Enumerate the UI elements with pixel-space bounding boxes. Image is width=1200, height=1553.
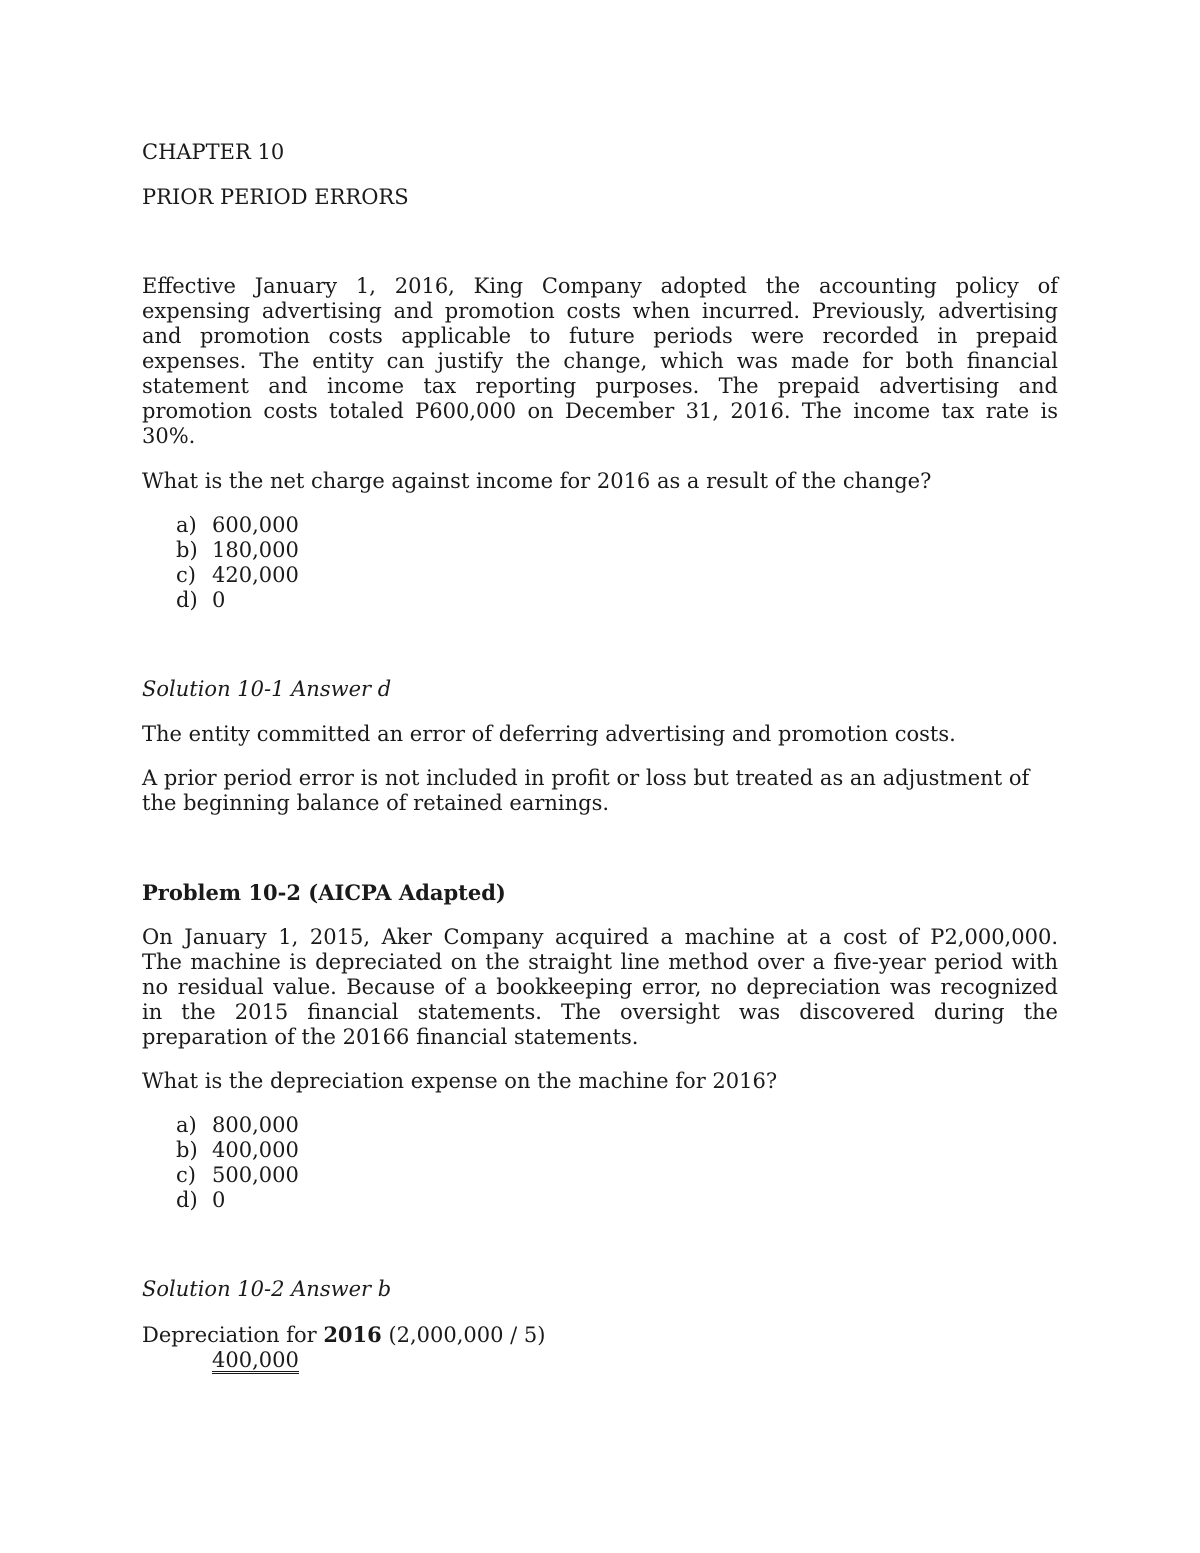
choice-item: c) 500,000 (176, 1163, 299, 1187)
problem-2-choices (142, 1113, 1058, 1213)
choice-item: b) 400,000 (176, 1138, 299, 1162)
solution-1-paragraph-2: A prior period error is not included in profit or loss but treated as an adjustment of the beginning balance of retained earnings. (142, 766, 1030, 815)
document-page (142, 140, 1058, 1374)
problem-2-question: What is the depreciation expense on the machine for 2016? (142, 1069, 778, 1093)
problem-1-line: Effective January 1, 2016, King Company adopted the accounting policy of (142, 274, 1058, 298)
solution-1-title: Solution 10-1 Answer d (142, 677, 392, 701)
problem-1-question: What is the net charge against income for 2016 as a result of the change? (142, 469, 932, 493)
problem-1-line: expenses. The entity can justify the change, which was made for both financial (142, 349, 1058, 373)
depreciation-result-row (142, 1348, 1058, 1374)
chapter-number: CHAPTER 10 (142, 140, 285, 164)
problem-1-text (142, 274, 1058, 449)
problem-2-line: The machine is depreciated on the straight line method over a five-year period with (142, 950, 1058, 974)
problem-1-line: expensing advertising and promotion costs when incurred. Previously, advertising (142, 299, 1058, 323)
choice-item: a) 800,000 (176, 1113, 299, 1137)
problem-2-title: Problem 10-2 (AICPA Adapted) (142, 880, 506, 905)
problem-2-text (142, 925, 1058, 1050)
choice-item: c) 420,000 (176, 563, 299, 587)
depreciation-calculation: Depreciation for 2016 (2,000,000 / 5) (142, 1322, 546, 1347)
problem-1-choices (142, 513, 1058, 613)
solution-2-title: Solution 10-2 Answer b (142, 1277, 392, 1301)
problem-2-line: no residual value. Because of a bookkeeping error, no depreciation was recognized (142, 975, 1058, 999)
problem-1-line: and promotion costs applicable to future periods were recorded in prepaid (142, 324, 1058, 348)
solution-1-paragraph: The entity committed an error of deferring advertising and promotion costs. (142, 722, 956, 746)
choice-item: b) 180,000 (176, 538, 299, 562)
choice-item: a) 600,000 (176, 513, 299, 537)
chapter-title: PRIOR PERIOD ERRORS (142, 185, 409, 209)
problem-2-line: in the 2015 financial statements. The oversight was discovered during the (142, 1000, 1058, 1024)
problem-1-line: promotion costs totaled P600,000 on December 31, 2016. The income tax rate is (142, 399, 1058, 423)
problem-1-line: statement and income tax reporting purposes. The prepaid advertising and (142, 374, 1058, 398)
problem-2-line: On January 1, 2015, Aker Company acquired a machine at a cost of P2,000,000. (142, 925, 1058, 949)
choice-item: d) 0 (176, 1188, 226, 1212)
problem-2-line: preparation of the 20166 financial statements. (142, 1025, 639, 1049)
depreciation-result: 400,000 (212, 1348, 299, 1372)
problem-1-line: 30%. (142, 424, 196, 448)
choice-item: d) 0 (176, 588, 226, 612)
